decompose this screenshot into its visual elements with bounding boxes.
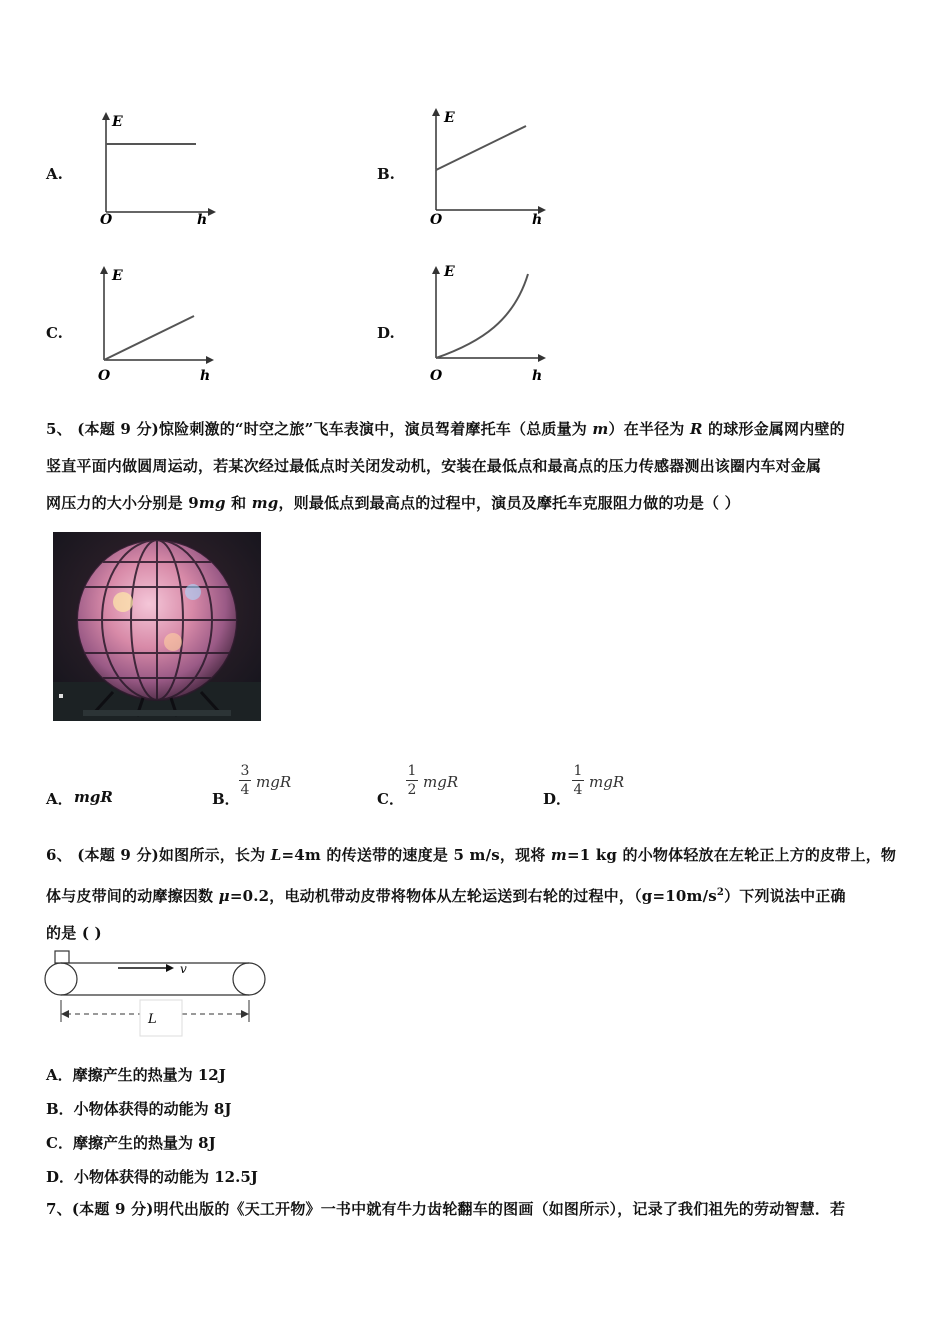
q5-line-2: 竖直平面内做圆周运动，若某次经过最低点时关闭发动机，安装在最低点和最高点的压力传感器测出该圈内车对金属 (46, 457, 822, 475)
q6-option-c: C．摩擦产生的热量为 8J (46, 1134, 216, 1152)
length-label: L (148, 1012, 157, 1027)
q5-line-3: 网压力的大小分别是 9mg 和 mg，则最低点到最高点的过程中，演员及摩托车克服阻力做的功是（ ） (46, 494, 740, 512)
graph-d-y-label: E (444, 264, 455, 280)
q6-line-2: 体与皮带间的动摩擦因数 μ=0.2，电动机带动皮带将物体从左轮运送到右轮的过程中，$(g=10m/s^2)$下列说法中正确 (46, 887, 846, 905)
q6-option-d: D．小物体获得的动能为 12.5J (46, 1168, 258, 1186)
q5-option-d-fraction: 1 4 (573, 763, 583, 798)
graph-b-y-label: E (444, 110, 455, 126)
graph-d-origin: O (430, 368, 443, 384)
question-5-text (46, 411, 908, 522)
graph-a (92, 108, 222, 228)
graph-c-x-label: h (200, 368, 211, 384)
q6-line-1: 6、 (本题 9 分)如图所示，长为 L=4m 的传送带的速度是 5 m/s，现将 m=1 kg 的小物体轻放在左轮正上方的皮带上，物 (46, 846, 897, 864)
graph-c-y-label: E (112, 268, 123, 284)
q5-option-d-value: mgR (589, 773, 625, 791)
small-block (55, 951, 69, 963)
graph-option-c-label: C. (46, 324, 63, 342)
graph-a-origin: O (100, 212, 113, 228)
graph-c-origin: O (98, 368, 111, 384)
velocity-label: v (180, 962, 187, 976)
globe-of-death-photo (53, 532, 261, 721)
graph-c (90, 262, 220, 386)
graph-d (422, 262, 552, 386)
graph-d-x-label: h (532, 368, 543, 384)
q5-option-c-fraction: 1 2 (407, 763, 417, 798)
question-7-text (46, 1191, 908, 1228)
graph-b (422, 104, 552, 230)
q5-option-c-label: C． (377, 790, 404, 808)
q5-option-c-value: mgR (423, 773, 459, 791)
right-wheel (233, 963, 265, 995)
graph-option-b-label: B. (377, 165, 395, 183)
graph-option-d-label: D. (377, 324, 395, 342)
q5-option-b-fraction: 3 4 (240, 763, 250, 798)
q6-option-a: A．摩擦产生的热量为 12J (46, 1066, 226, 1084)
graph-b-origin: O (430, 212, 443, 228)
q5-line-1: 5、 (本题 9 分)惊险刺激的“时空之旅”飞车表演中，演员驾着摩托车（总质量为 m）在半径为 R 的球形金属网内壁的 (46, 420, 845, 438)
graph-a-y-label: E (112, 114, 123, 130)
graph-a-x-label: h (197, 212, 208, 228)
q5-option-b-value: mgR (256, 773, 292, 791)
q5-option-a-value: mgR (74, 788, 113, 806)
graph-option-a-label: A. (46, 165, 63, 183)
graph-b-x-label: h (532, 212, 543, 228)
q5-option-a-label: A． (46, 790, 73, 808)
conveyor-belt-diagram (42, 948, 270, 1040)
q7-line-1: 7、(本题 9 分)明代出版的《天工开物》一书中就有牛力齿轮翻车的图画（如图所示），记录了我们祖先的劳动智慧．若 (46, 1200, 846, 1218)
q6-option-b: B．小物体获得的动能为 8J (46, 1100, 232, 1118)
q6-line-3: 的是 ( ) (46, 924, 102, 942)
question-6-text (46, 837, 908, 952)
q5-option-d-label: D． (543, 790, 572, 808)
left-wheel (45, 963, 77, 995)
q5-option-b-label: B． (212, 790, 240, 808)
